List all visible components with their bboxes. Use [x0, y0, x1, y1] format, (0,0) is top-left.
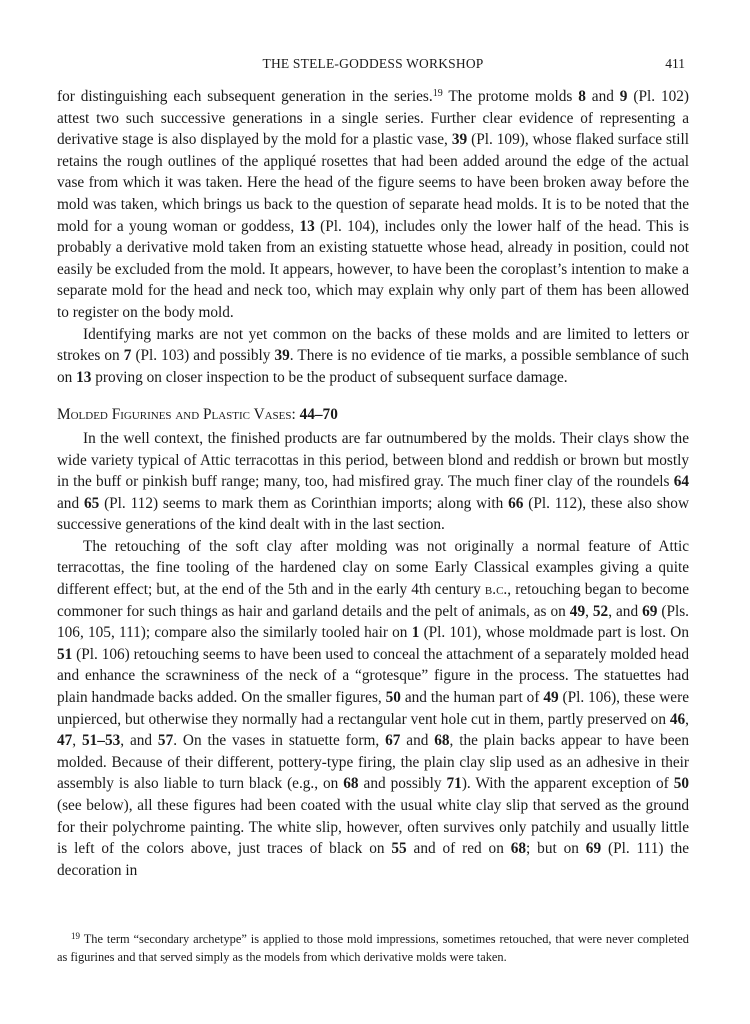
paragraph-4: The retouching of the soft clay after molding was not originally a normal feature of Attic terracottas, the fine tooling of the hardened clay on some Early Classical examples giving a quite different effect; but, at the end of the 5th and in the early 4th century b.c., retouching began to become commoner for such things as hair and garland details and the pelt of animals, as on 49, 52, and 69 (Pls. 106, 105, 111); compare also the similarly tooled hair on 1 (Pl. 101), whose moldmade part is lost. On 51 (Pl. 106) retouching seems to have been used to conceal the attachment of a separately molded head and enhance the scrawniness of the neck of a “grotesque” figure in the process. The statuettes had plain handmade backs added. On the smaller figures, 50 and the human part of 49 (Pl. 106), these were unpierced, but otherwise they normally had a rectangular vent hole cut in them, partly preserved on 46, 47, 51–53, and 57. On the vases in statuette form, 67 and 68, the plain backs appear to have been molded. Because of their different, pottery-type firing, the plain clay slip used as an adhesive in their assembly is also liable to turn black (e.g., on 68 and possibly 71). With the apparent exception of 50 (see below), all these figures had been coated with the usual white clay slip that served as the ground for their polychrome painting. The white slip, however, often survives only patchily and usually little is left of the colors above, just traces of black on 55 and of red on 68; but on 69 (Pl. 111) the decoration in [57, 537, 690, 879]
paragraph-1: for distinguishing each subsequent generation in the series.$^{19}$ The protome molds 8 and 9 (Pl. 102) attest two such successive generations in a single series. Further clear evidence of representing a derivative stage is also displayed by the mold for a plastic vase, 39 (Pl. 109), whose flaked surface still retains the rough outlines of the appliqué rosettes that had been added around the edge of the actual vase from which it was taken. Here the head of the figure seems to have been broken away before the mold was taken, which brings us back to the question of separate head molds. It is to be noted that the mold for a young woman or goddess, 13 (Pl. 104), includes only the lower half of the head. This is probably a derivative mold taken from an existing statuette whose head, already in position, could not easily be excluded from the mold. It appears, however, to have been the coroplast’s intention to make a separate mold for the head and neck too, which may explain why only part of them has been allowed to register on the body mold. [57, 88, 689, 321]
section-heading [57, 404, 689, 426]
running-head [57, 56, 689, 78]
footnote-text: The term “secondary archetype” is applied to those mold impressions, sometimes retouched, that were never completed as figurines and that served simply as the models from which derivative molds were taken. [57, 932, 689, 964]
paragraph-3: In the well context, the finished products are far outnumbered by the molds. Their clays show the wide variety typical of Attic terracottas in this period, between blond and reddish or brown but mostly in the buff or pinkish buff range; many, too, had misfired gray. The much finer clay of the roundels 64 and 65 (Pl. 112) seems to mark them as Corinthian imports; along with 66 (Pl. 112), these also show successive generations of the kind dealt with in the last section. [57, 429, 689, 534]
footnote-reference[interactable]: 19 [432, 88, 443, 99]
running-title: THE STELE-GODDESS WORKSHOP [262, 56, 484, 71]
footnote [57, 930, 689, 966]
body-text [57, 86, 689, 881]
page [57, 56, 689, 881]
section-heading-text: Molded Figurines and Plastic Vases: [57, 406, 300, 424]
footnote-number: 19 [71, 931, 80, 941]
page-number: 411 [665, 56, 685, 71]
paragraph-2: Identifying marks are not yet common on the backs of these molds and are limited to letters or strokes on 7 (Pl. 103) and possibly 39. There is no evidence of tie marks, a possible semblance of such on 13 proving on closer inspection to be the product of subsequent surface damage. [57, 325, 689, 386]
section-heading-range: 44–70 [299, 406, 338, 424]
